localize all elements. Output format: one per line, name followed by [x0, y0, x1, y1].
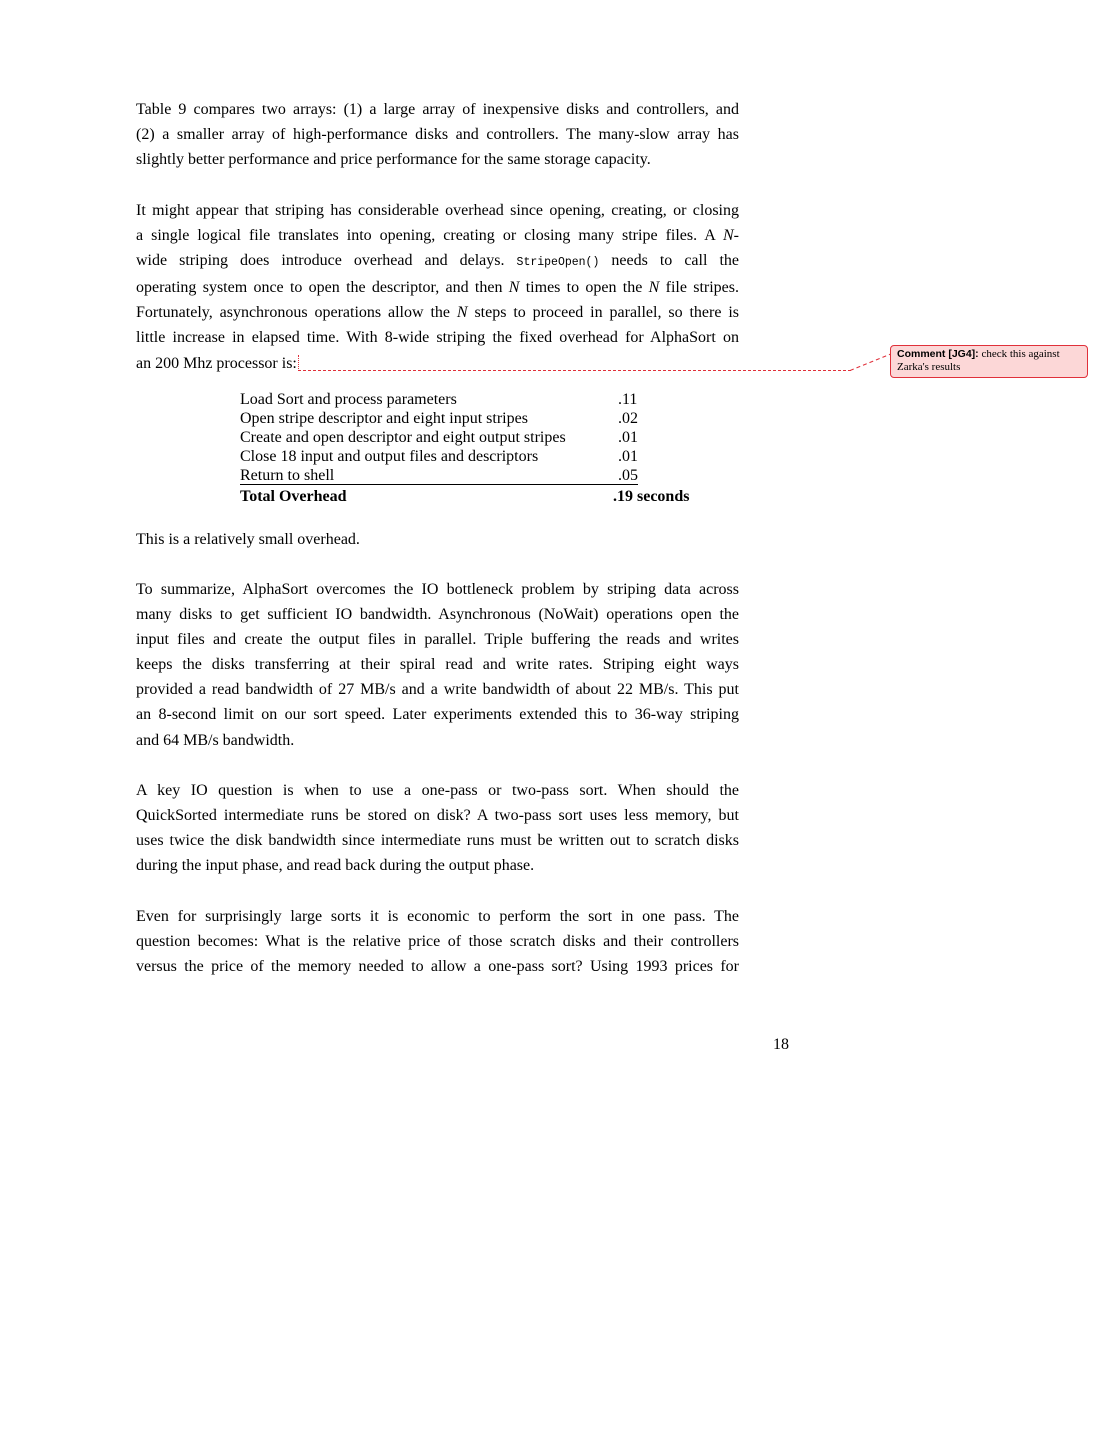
text-segment: -	[733, 227, 739, 245]
text-line: keeps the disks transferring at their spiral read and write rates. Striping eight ways	[136, 656, 739, 674]
text-segment: a single logical file translates into opening, creating or closing many stripe files. A	[136, 227, 723, 245]
text-line	[136, 351, 739, 376]
text-line: an 8-second limit on our sort speed. Later experiments extended this to 36-way striping	[136, 706, 739, 724]
variable-n: N	[648, 279, 660, 297]
text-line	[136, 248, 739, 275]
comment-leader-slant	[850, 353, 892, 371]
text-segment: times to open the	[519, 279, 649, 297]
text-line: Even for surprisingly large sorts it is economic to perform the sort in one pass. The	[136, 908, 739, 925]
variable-n: N	[456, 304, 468, 322]
table-row	[240, 390, 695, 409]
text-segment: operating system once to open the descriptor, and then	[136, 279, 509, 297]
text-line: QuickSorted intermediate runs be stored on disk? A two-pass sort uses less memory, but	[136, 807, 739, 825]
text-line: during the input phase, and read back during the output phase.	[136, 857, 535, 875]
text-segment: Fortunately, asynchronous operations allow the	[136, 304, 457, 322]
text-line	[136, 300, 739, 325]
table-row	[240, 466, 638, 485]
comment-tag: Comment [JG4]:	[897, 348, 979, 360]
row-label: Return to shell	[240, 467, 335, 484]
text-line: slightly better performance and price performance for the same storage capacity.	[136, 151, 651, 169]
text-line: uses twice the disk bandwidth since intermediate runs must be written out to scratch disks	[136, 832, 739, 850]
overhead-table	[240, 390, 695, 506]
paragraph-one-pass-economics	[136, 904, 739, 979]
text-line: little increase in elapsed time. With 8-wide striping the fixed overhead for AlphaSort on	[136, 329, 739, 347]
total-value: .19 seconds	[613, 488, 690, 505]
text-line	[136, 223, 739, 248]
text-line: A key IO question is when to use a one-pass or two-pass sort. When should the	[136, 782, 739, 799]
comment-leader-line	[298, 370, 851, 371]
text-line: many disks to get sufficient IO bandwidth. Asynchronous (NoWait) operations open the	[136, 606, 739, 624]
table-row	[240, 447, 695, 466]
table-total-row	[240, 487, 695, 506]
paragraph-small-overhead	[136, 527, 739, 552]
row-label: Close 18 input and output files and descriptors	[240, 448, 539, 465]
text-line: and 64 MB/s bandwidth.	[136, 731, 295, 749]
paragraph-striping-overhead	[136, 198, 739, 376]
row-value: .02	[618, 410, 638, 427]
paragraph-summary	[136, 577, 739, 753]
code-stripeopen: StripeOpen()	[516, 256, 600, 270]
text-line: (2) a smaller array of high-performance disks and controllers. The many-slow array has	[136, 126, 739, 144]
total-label: Total Overhead	[240, 488, 347, 505]
text-line: provided a read bandwidth of 27 MB/s and a write bandwidth of about 22 MB/s. This put	[136, 681, 739, 699]
row-value: .01	[618, 429, 638, 446]
text-line: This is a relatively small overhead.	[136, 531, 360, 548]
text-line: Table 9 compares two arrays: (1) a large array of inexpensive disks and controllers, and	[136, 101, 739, 118]
comment-balloon-jg4[interactable]	[890, 345, 1088, 378]
text-segment: an 200 Mhz processor is:	[136, 354, 297, 372]
text-line	[136, 275, 739, 300]
table-row	[240, 409, 695, 428]
variable-n: N	[723, 227, 734, 245]
row-value: .05	[618, 467, 638, 484]
text-segment: needs to call the	[599, 252, 739, 270]
text-line: versus the price of the memory needed to allow a one-pass sort? Using 1993 prices for	[136, 958, 739, 976]
paragraph-table9-intro	[136, 97, 739, 172]
paragraph-one-vs-two-pass	[136, 778, 739, 878]
table-row	[240, 428, 695, 447]
text-line: It might appear that striping has considerable overhead since opening, creating, or closing	[136, 202, 739, 219]
text-segment: steps to proceed in parallel, so there is	[467, 304, 740, 322]
row-label: Create and open descriptor and eight output stripes	[240, 429, 566, 446]
text-segment: file stripes.	[659, 279, 740, 297]
row-value: .11	[618, 391, 638, 408]
page-number: 18	[773, 1036, 789, 1053]
text-segment: wide striping does introduce overhead and delays.	[136, 252, 517, 270]
row-value: .01	[618, 448, 638, 465]
variable-n: N	[508, 279, 520, 297]
text-line: To summarize, AlphaSort overcomes the IO bottleneck problem by striping data across	[136, 581, 739, 598]
row-label: Load Sort and process parameters	[240, 391, 457, 408]
row-label: Open stripe descriptor and eight input stripes	[240, 410, 528, 427]
text-line: question becomes: What is the relative price of those scratch disks and their controllers	[136, 933, 739, 951]
text-line: input files and create the output files in parallel. Triple buffering the reads and writes	[136, 631, 739, 649]
comment-text: check this against Zarka's results	[897, 348, 1060, 373]
comment-anchor-cursor	[298, 355, 299, 369]
